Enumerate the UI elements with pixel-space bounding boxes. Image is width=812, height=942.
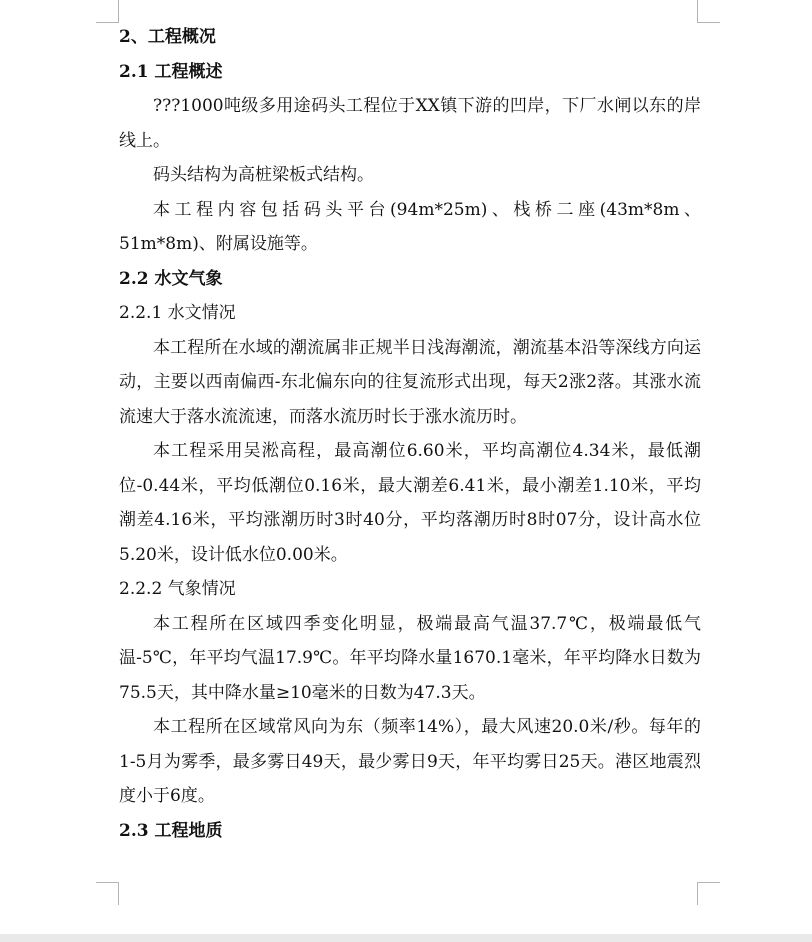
paragraph-hydrology-tide-levels: 本工程采用吴淞高程，最高潮位6.60米，平均高潮位4.34米，最低潮位-0.44米，平均低潮位0.16米，最大潮差6.41米，最小潮差1.10米，平均潮差4.16米，平均涨潮历时3时40分，平均落潮历时8时07分，设计高水位5.20米，设计低水位0.00米。 xyxy=(119,441,701,565)
subheading-hydrology: 2.2.1 水文情况 xyxy=(119,303,236,323)
page-corner-mark-top-left xyxy=(96,0,119,23)
paragraph-overview-location: ???1000吨级多用途码头工程位于XX镇下游的凹岸，下厂水闸以东的岸线上。 xyxy=(119,96,701,151)
document-body xyxy=(119,20,701,848)
paragraph-overview-structure: 码头结构为高桩梁板式结构。 xyxy=(153,165,374,185)
heading-project-summary: 2.1 工程概述 xyxy=(119,61,223,82)
paragraph-meteorology-wind-fog: 本工程所在区域常风向为东（频率14%），最大风速20.0米/秒。每年的1-5月为雾季，最多雾日49天，最少雾日9天，年平均雾日25天。港区地震烈度小于6度。 xyxy=(119,717,701,806)
page-bottom-gap xyxy=(0,934,812,942)
heading-hydrology-meteorology: 2.2 水文气象 xyxy=(119,268,223,289)
page-corner-mark-bottom-right xyxy=(697,882,720,905)
heading-engineering-geology: 2.3 工程地质 xyxy=(119,820,223,841)
paragraph-hydrology-tidal-current: 本工程所在水域的潮流属非正规半日浅海潮流，潮流基本沿等深线方向运动，主要以西南偏西-东北偏东向的往复流形式出现，每天2涨2落。其涨水流流速大于落水流流速，而落水流历时长于涨水流历时。 xyxy=(119,337,701,427)
page-corner-mark-bottom-left xyxy=(96,882,119,905)
subheading-meteorology: 2.2.2 气象情况 xyxy=(119,579,236,599)
paragraph-overview-scope: 本工程内容包括码头平台(94m*25m)、栈桥二座(43m*8m、51m*8m)、附属设施等。 xyxy=(119,199,701,254)
paragraph-meteorology-climate: 本工程所在区域四季变化明显，极端最高气温37.7℃，极端最低气温-5℃，年平均气温17.9℃。年平均降水量1670.1毫米，年平均降水日数为75.5天，其中降水量≥10毫米的日数为47.3天。 xyxy=(119,613,701,703)
heading-project-overview: 2、工程概况 xyxy=(119,27,216,47)
